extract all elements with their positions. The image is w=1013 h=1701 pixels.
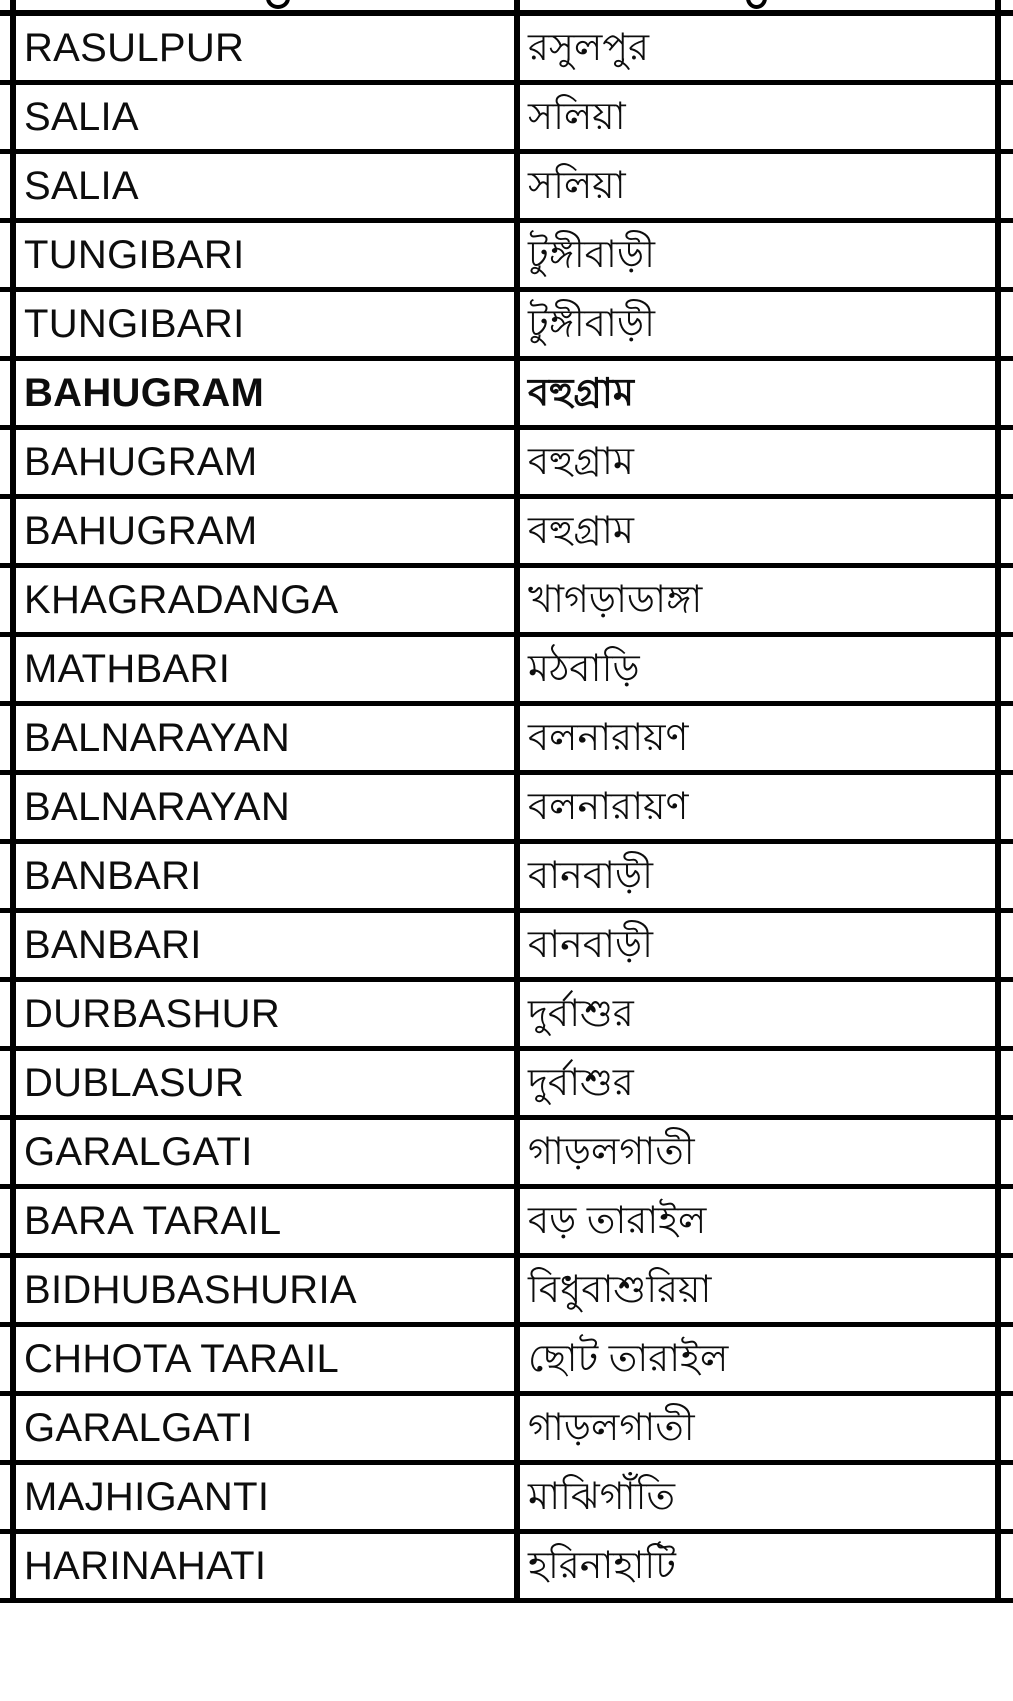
mouza-name-english-cell: BAHUGRAM — [24, 509, 258, 553]
table-row — [0, 913, 1013, 982]
table-row — [0, 1534, 1013, 1603]
mouza-name-english-cell: GARALGATI — [24, 1130, 253, 1174]
mouza-name-bengali-cell: সলিয়া — [528, 165, 626, 207]
table-row — [0, 430, 1013, 499]
table-row — [0, 1396, 1013, 1465]
mouza-name-bengali-cell: বলনারায়ণ — [528, 717, 689, 759]
cutoff-header-row — [0, 0, 1013, 16]
mouza-name-english-cell: BIDHUBASHURIA — [24, 1268, 357, 1312]
table-row — [0, 1051, 1013, 1120]
table-row — [0, 706, 1013, 775]
mouza-name-bengali-cell: খাগড়াডাঙ্গা — [528, 579, 703, 621]
mouza-name-english-cell: GARALGATI — [24, 1406, 253, 1450]
mouza-name-english-cell: DUBLASUR — [24, 1061, 245, 1105]
mouza-name-bengali-cell: মঠবাড়ি — [528, 648, 640, 690]
mouza-name-bengali-cell: টুঙ্গীবাড়ী — [528, 303, 655, 345]
table-row — [0, 1327, 1013, 1396]
mouza-name-english-cell: TUNGIBARI — [24, 302, 245, 346]
mouza-name-bengali-cell: ছোট তারাইল — [528, 1338, 729, 1380]
mouza-name-bengali-cell: বানবাড়ী — [528, 855, 654, 897]
table-row — [0, 844, 1013, 913]
table-row — [0, 1189, 1013, 1258]
mouza-name-bengali-cell: গাড়লগাতী — [528, 1131, 695, 1173]
mouza-name-english-cell: DURBASHUR — [24, 992, 281, 1036]
mouza-name-table — [0, 16, 1013, 1603]
mouza-name-english-cell: TUNGIBARI — [24, 233, 245, 277]
table-row — [0, 1120, 1013, 1189]
table-row — [0, 568, 1013, 637]
column-divider-line — [514, 0, 520, 1603]
cutoff-text-fragment — [266, 0, 290, 10]
table-row — [0, 16, 1013, 85]
mouza-name-bengali-cell: বহুগ্রাম — [528, 441, 634, 483]
mouza-name-english-cell: SALIA — [24, 164, 139, 208]
table-row — [0, 361, 1013, 430]
table-left-border-line — [10, 0, 16, 1603]
mouza-name-bengali-cell: বহুগ্রাম — [528, 372, 634, 414]
mouza-name-bengali-cell: হরিনাহাটি — [528, 1545, 676, 1587]
mouza-name-bengali-cell: দুর্বাশুর — [528, 1062, 634, 1104]
mouza-name-english-cell: HARINAHATI — [24, 1544, 267, 1588]
mouza-name-bengali-cell: দুর্বাশুর — [528, 993, 634, 1035]
table-row — [0, 223, 1013, 292]
mouza-name-english-cell: BALNARAYAN — [24, 785, 291, 829]
mouza-name-english-cell: BANBARI — [24, 923, 202, 967]
table-row — [0, 982, 1013, 1051]
mouza-name-bengali-cell: রসুলপুর — [528, 27, 650, 69]
mouza-name-bengali-cell: বিধুবাশুরিয়া — [528, 1269, 712, 1311]
table-row — [0, 499, 1013, 568]
table-row — [0, 292, 1013, 361]
mouza-name-bengali-cell: মাঝিগাঁতি — [528, 1476, 676, 1518]
mouza-name-english-cell: BARA TARAIL — [24, 1199, 282, 1243]
mouza-name-bengali-cell: বহুগ্রাম — [528, 510, 634, 552]
table-row — [0, 775, 1013, 844]
mouza-name-bengali-cell: বড় তারাইল — [528, 1200, 707, 1242]
mouza-name-bengali-cell: গাড়লগাতী — [528, 1407, 695, 1449]
mouza-name-bengali-cell: সলিয়া — [528, 96, 626, 138]
table-row — [0, 85, 1013, 154]
table-row — [0, 1465, 1013, 1534]
table-row — [0, 1258, 1013, 1327]
mouza-name-english-cell: BAHUGRAM — [24, 440, 258, 484]
mouza-name-bengali-cell: বানবাড়ী — [528, 924, 654, 966]
mouza-name-english-cell: MATHBARI — [24, 647, 231, 691]
mouza-name-english-cell: BANBARI — [24, 854, 202, 898]
table-row — [0, 637, 1013, 706]
mouza-name-english-cell: BAHUGRAM — [24, 371, 265, 415]
mouza-name-english-cell: CHHOTA TARAIL — [24, 1337, 340, 1381]
mouza-name-english-cell: MAJHIGANTI — [24, 1475, 270, 1519]
mouza-name-bengali-cell: টুঙ্গীবাড়ী — [528, 234, 655, 276]
mouza-name-english-cell: KHAGRADANGA — [24, 578, 339, 622]
cutoff-text-fragment — [746, 0, 767, 10]
table-right-border-line — [995, 0, 1001, 1603]
mouza-name-english-cell: RASULPUR — [24, 26, 245, 70]
mouza-name-english-cell: SALIA — [24, 95, 139, 139]
mouza-name-bengali-cell: বলনারায়ণ — [528, 786, 689, 828]
mouza-name-english-cell: BALNARAYAN — [24, 716, 291, 760]
table-row — [0, 154, 1013, 223]
